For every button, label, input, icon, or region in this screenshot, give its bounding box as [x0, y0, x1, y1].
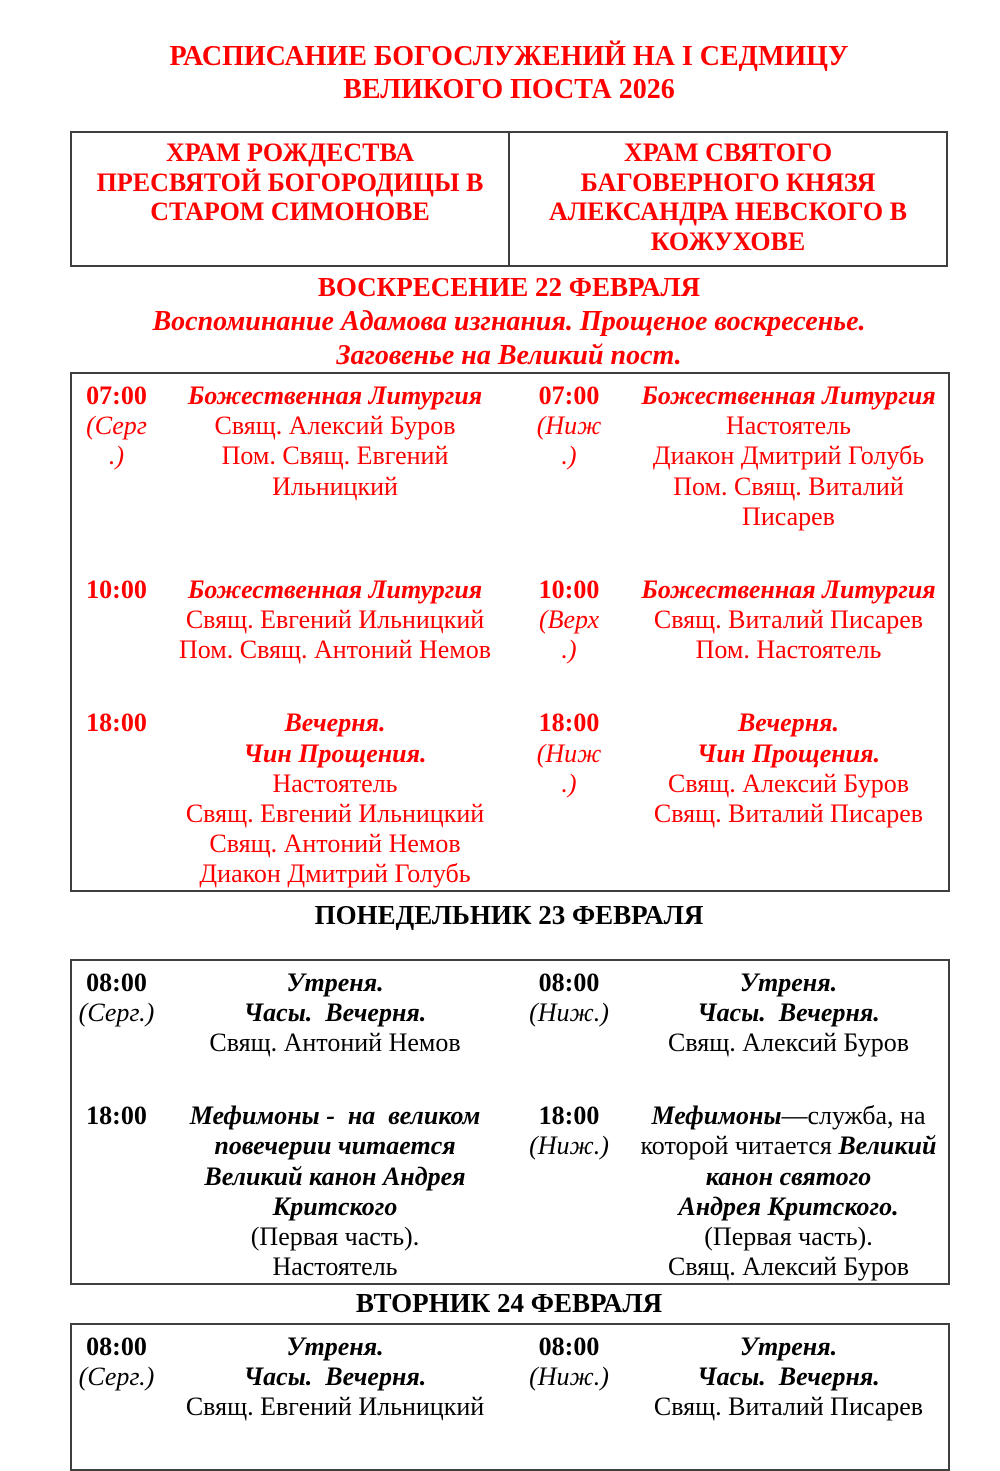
service-line: [166, 1131, 504, 1161]
service-line: [634, 1252, 943, 1282]
service-line: [166, 799, 504, 829]
service-text-run: Андрея Критского.: [678, 1191, 899, 1221]
schedule-table: [70, 959, 950, 1285]
service-text-run: Божественная Литургия: [187, 381, 483, 411]
service-text-run: Свящ. Виталий Писарев: [653, 1391, 924, 1421]
day-header: ПОНЕДЕЛЬНИК 23 ФЕВРАЛЯ: [314, 900, 704, 931]
service-text-run: Вечерня.: [284, 708, 386, 738]
service-line: [634, 769, 943, 799]
service-line: [166, 1222, 504, 1252]
service-line: [166, 769, 504, 799]
service-line: [166, 998, 504, 1028]
service-line: [634, 1162, 943, 1192]
service-line: [166, 635, 504, 665]
time-value: 07:00: [86, 381, 147, 411]
service-cell: [629, 701, 949, 891]
service-line: [634, 739, 943, 769]
page-title-line1: РАСПИСАНИЕ БОГОСЛУЖЕНИЙ НА I СЕДМИЦУ: [169, 41, 849, 72]
time-location: (Ниж: [536, 738, 602, 768]
time-location: (Ниж.): [529, 1131, 609, 1161]
service-line: [634, 1362, 943, 1392]
service-line: [166, 1101, 504, 1131]
service-text-run: Свящ. Алексий Буров: [214, 411, 456, 441]
service-text-run: (Первая часть).: [704, 1221, 873, 1251]
service-line: [166, 968, 504, 998]
service-line: [166, 411, 504, 441]
time-location: .): [561, 635, 577, 665]
schedule-row: [71, 1324, 949, 1470]
service-line: [634, 1101, 943, 1131]
service-text-run: Часы. Вечерня.: [243, 997, 427, 1027]
time-location: (Ниж.): [529, 997, 609, 1027]
service-line: [166, 1028, 504, 1058]
page-content: [70, 40, 948, 1471]
service-text-run: Настоятель: [725, 411, 852, 441]
service-text-run: Свящ. Алексий Буров: [668, 1251, 909, 1281]
service-text-run: Критского: [272, 1191, 398, 1221]
service-text-run: Часы. Вечерня.: [697, 997, 880, 1027]
service-line: [634, 472, 943, 532]
service-line: [634, 708, 943, 738]
service-line: [634, 1332, 943, 1362]
time-cell: [71, 1094, 161, 1284]
day-subtitle: Заговенье на Великий пост.: [336, 339, 682, 371]
time-cell: [509, 960, 629, 1094]
service-cell: [161, 1324, 509, 1470]
service-line: [634, 1392, 943, 1422]
service-text-run: Свящ. Антоний Немов: [209, 829, 461, 859]
service-cell: [161, 960, 509, 1094]
time-location: (Серг.): [78, 1361, 155, 1391]
service-cell: [629, 1094, 949, 1284]
service-text-run: Чин Прощения.: [243, 738, 427, 768]
time-value: 08:00: [86, 967, 147, 997]
service-text-run: (Первая часть).: [250, 1221, 420, 1251]
service-line: [634, 1028, 943, 1058]
time-value: 18:00: [538, 1101, 600, 1131]
time-cell: [71, 1324, 161, 1470]
day-header: ВОСКРЕСЕНИЕ 22 ФЕВРАЛЯ: [317, 271, 701, 302]
service-line: [166, 472, 504, 502]
time-location: .): [108, 441, 125, 471]
service-line: [634, 635, 943, 665]
service-line: [166, 859, 504, 889]
service-text-run: Свящ. Виталий Писарев: [653, 798, 924, 828]
service-text-run: которой читается: [640, 1131, 839, 1161]
time-value: 18:00: [538, 708, 600, 738]
schedule-row: [71, 701, 949, 891]
time-location: (Серг: [86, 411, 147, 441]
schedule-row: [71, 1094, 949, 1284]
service-line: [166, 605, 504, 635]
service-line: [634, 381, 943, 411]
service-text-run: Пом. Свящ. Евгений: [221, 441, 449, 471]
service-cell: [161, 701, 509, 891]
service-text-run: Утреня.: [286, 967, 384, 997]
time-cell: [509, 701, 629, 891]
service-line: [634, 799, 943, 829]
time-value: 08:00: [538, 967, 600, 997]
service-text-run: канон святого: [705, 1161, 872, 1191]
service-text-run: Часы. Вечерня.: [243, 1361, 427, 1391]
day-section: [70, 1287, 948, 1470]
day-section: [70, 271, 948, 893]
service-text-run: Пом. Свящ. Виталий Писарев: [673, 471, 911, 531]
day-section: [70, 899, 948, 1285]
service-line: [166, 1192, 504, 1222]
page-title: [70, 40, 948, 106]
service-text-run: Свящ. Евгений Ильницкий: [185, 1391, 485, 1421]
service-text-run: Чин Прощения.: [696, 738, 881, 768]
service-text-run: Вечерня.: [737, 708, 840, 738]
service-text-run: Настоятель: [272, 1251, 398, 1281]
service-cell: [629, 1324, 949, 1470]
service-line: [166, 1392, 504, 1422]
service-line: [634, 998, 943, 1028]
service-text-run: Божественная Литургия: [641, 381, 936, 411]
document-page: [0, 40, 1000, 1454]
service-line: [166, 1332, 504, 1362]
day-header: ВТОРНИК 24 ФЕВРАЛЯ: [355, 1288, 663, 1319]
time-cell: [71, 960, 161, 1094]
churches-header-table: [70, 131, 948, 267]
service-text-run: Настоятель: [272, 768, 398, 798]
service-line: [634, 605, 943, 635]
day-subtitle: Воспоминание Адамова изгнания. Прощеное воскресенье.: [152, 305, 866, 337]
service-text-run: Ильницкий: [272, 471, 398, 501]
schedule-table: [70, 372, 950, 892]
time-location: (Ниж: [536, 411, 602, 441]
time-location: (Серг.): [78, 997, 155, 1027]
time-cell: [509, 1324, 629, 1470]
time-location: (Ниж.): [529, 1361, 609, 1391]
time-cell: [509, 1094, 629, 1284]
time-location: .): [561, 768, 577, 798]
service-text-run: Свящ. Антоний Немов: [209, 1028, 461, 1058]
time-location: (Верх: [538, 605, 600, 635]
time-value: 07:00: [538, 381, 600, 411]
service-text-run: Свящ. Евгений Ильницкий: [185, 605, 485, 635]
service-line: [166, 1362, 504, 1392]
service-text-run: Свящ. Евгений Ильницкий: [185, 798, 485, 828]
service-text-run: Божественная Литургия: [187, 574, 483, 604]
service-line: [634, 441, 943, 471]
time-value: 08:00: [538, 1331, 600, 1361]
service-cell: [161, 373, 509, 568]
service-line: [634, 1222, 943, 1252]
time-cell: [509, 568, 629, 701]
service-text-run: Свящ. Алексий Буров: [668, 768, 909, 798]
service-line: [166, 575, 504, 605]
service-text-run: Мефимоны: [651, 1101, 782, 1131]
service-text-run: Великий: [838, 1131, 937, 1161]
service-text-run: Утреня.: [739, 1331, 838, 1361]
schedule-row: [71, 960, 949, 1094]
schedule-row: [71, 373, 949, 568]
time-cell: [509, 373, 629, 568]
time-value: 18:00: [86, 1101, 147, 1131]
service-line: [634, 1131, 943, 1161]
service-text-run: Свящ. Алексий Буров: [668, 1028, 909, 1058]
service-text-run: Божественная Литургия: [641, 574, 936, 604]
service-line: [634, 575, 943, 605]
schedule-row: [71, 568, 949, 701]
service-cell: [629, 568, 949, 701]
time-cell: [71, 701, 161, 891]
service-text-run: Утреня.: [286, 1331, 384, 1361]
page-title-line2: ВЕЛИКОГО ПОСТА 2026: [343, 74, 675, 106]
service-text-run: Часы. Вечерня.: [697, 1361, 880, 1391]
service-text-run: повечерии читается: [214, 1131, 456, 1161]
schedule-table: [70, 1323, 950, 1471]
service-cell: [161, 1094, 509, 1284]
service-line: [166, 708, 504, 738]
service-text-run: Свящ. Виталий Писарев: [653, 605, 924, 635]
service-cell: [629, 960, 949, 1094]
service-line: [166, 829, 504, 859]
churches-header-row: [71, 132, 947, 266]
service-line: [166, 1252, 504, 1282]
time-value: 08:00: [86, 1331, 147, 1361]
service-text-run: Мефимоны - на великом: [189, 1101, 481, 1131]
service-text-run: Пом. Настоятель: [695, 635, 882, 665]
service-line: [634, 968, 943, 998]
service-text-run: Великий канон Андрея: [204, 1161, 466, 1191]
days-container: [70, 271, 948, 1471]
church-name-left: ХРАМ РОЖДЕСТВА ПРЕСВЯТОЙ БОГОРОДИЦЫ В СТАРОМ СИМОНОВЕ: [71, 132, 509, 266]
service-text-run: Пом. Свящ. Антоний Немов: [179, 635, 491, 665]
service-line: [166, 441, 504, 471]
service-cell: [629, 373, 949, 568]
time-value: 10:00: [538, 574, 600, 604]
time-cell: [71, 568, 161, 701]
service-line: [634, 411, 943, 441]
service-line: [166, 381, 504, 411]
service-text-run: Утреня.: [739, 967, 838, 997]
time-value: 18:00: [86, 708, 147, 738]
time-value: 10:00: [86, 574, 147, 604]
service-cell: [161, 568, 509, 701]
time-cell: [71, 373, 161, 568]
church-name-right: ХРАМ СВЯТОГО БАГОВЕРНОГО КНЯЗЯ АЛЕКСАНДРА НЕВСКОГО В КОЖУХОВЕ: [509, 132, 947, 266]
service-text-run: —служба, на: [781, 1101, 926, 1131]
service-line: [634, 1192, 943, 1222]
service-text-run: Диакон Дмитрий Голубь: [199, 859, 471, 889]
service-line: [166, 739, 504, 769]
service-line: [166, 1162, 504, 1192]
service-text-run: Диакон Дмитрий Голубь: [652, 441, 925, 471]
time-location: .): [561, 441, 577, 471]
